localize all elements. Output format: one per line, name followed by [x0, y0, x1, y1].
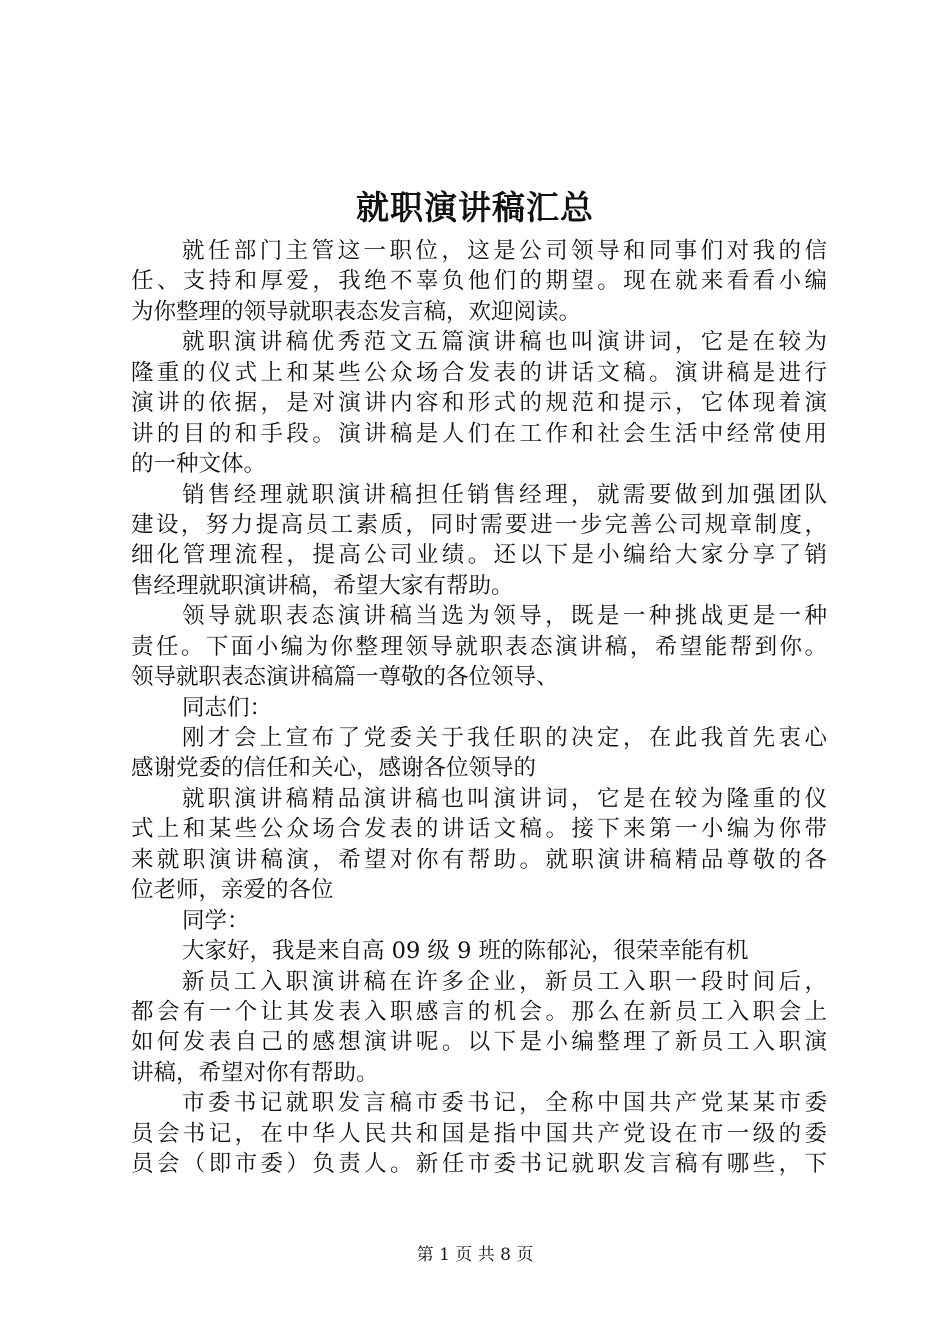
text-line: 新员工入职演讲稿在许多企业，新员工入职一段时间后， — [182, 968, 827, 995]
text-line: 员会书记，在中华人民共和国是指中国共产党设在市一级的委 — [131, 1120, 827, 1147]
text-line: 就职演讲稿优秀范文五篇演讲稿也叫演讲词，它是在较为 — [182, 329, 827, 356]
page-footer: 第 1 页 共 8 页 — [416, 1245, 534, 1265]
text-line: 领导就职表态演讲稿篇一尊敬的各位领导、 — [131, 664, 559, 691]
text-line: 为你整理的领导就职表态发言稿，欢迎阅读。 — [131, 298, 582, 325]
text-line: 演讲的依据，是对演讲内容和形式的规范和提示，它体现着演 — [131, 390, 827, 417]
text-line: 责任。下面小编为你整理领导就职表态演讲稿，希望能帮到你。 — [131, 633, 827, 660]
text-line: 感谢党委的信任和关心，感谢各位领导的 — [131, 755, 537, 782]
text-line: 市委书记就职发言稿市委书记，全称中国共产党某某市委 — [182, 1090, 827, 1117]
text-line: 刚才会上宣布了党委关于我任职的决定，在此我首先衷心 — [182, 725, 827, 751]
document-title: 就职演讲稿汇总 — [356, 188, 594, 227]
text-line: 隆重的仪式上和某些公众场合发表的讲话文稿。演讲稿是进行 — [131, 359, 827, 386]
text-line: 的一种文体。 — [131, 451, 267, 478]
text-line: 售经理就职演讲稿，希望大家有帮助。 — [131, 572, 514, 599]
text-line: 领导就职表态演讲稿当选为领导，既是一种挑战更是一种 — [182, 603, 827, 630]
text-line: 员会（即市委）负责人。新任市委书记就职发言稿有哪些，下 — [131, 1151, 827, 1178]
text-line: 讲的目的和手段。演讲稿是人们在工作和社会生活中经常使用 — [131, 420, 827, 447]
document-body — [131, 236, 827, 1180]
text-line: 式上和某些公众场合发表的讲话文稿。接下来第一小编为你带 — [131, 816, 827, 843]
text-line: 就任部门主管这一职位，这是公司领导和同事们对我的信 — [182, 238, 827, 264]
text-line: 同志们： — [182, 694, 273, 721]
text-line: 销售经理就职演讲稿担任销售经理，就需要做到加强团队 — [182, 481, 827, 508]
text-line: 任、支持和厚爱，我绝不辜负他们的期望。现在就来看看小编 — [131, 268, 827, 295]
text-line: 就职演讲稿精品演讲稿也叫演讲词，它是在较为隆重的仪 — [182, 785, 827, 812]
text-line: 建设，努力提高员工素质，同时需要进一步完善公司规章制度， — [131, 511, 827, 538]
text-line: 讲稿，希望对你有帮助。 — [131, 1059, 379, 1086]
text-line: 细化管理流程，提高公司业绩。还以下是小编给大家分享了销 — [131, 542, 827, 569]
text-line: 来就职演讲稿演，希望对你有帮助。就职演讲稿精品尊敬的各 — [131, 846, 827, 873]
text-line: 都会有一个让其发表入职感言的机会。那么在新员工入职会上 — [131, 998, 827, 1025]
text-line: 如何发表自己的感想演讲呢。以下是小编整理了新员工入职演 — [131, 1029, 827, 1056]
text-line: 大家好，我是来自高 09 级 9 班的陈郁沁，很荣幸能有机 — [182, 938, 749, 965]
text-line: 同学： — [182, 907, 250, 934]
text-line: 位老师，亲爱的各位 — [131, 877, 334, 904]
